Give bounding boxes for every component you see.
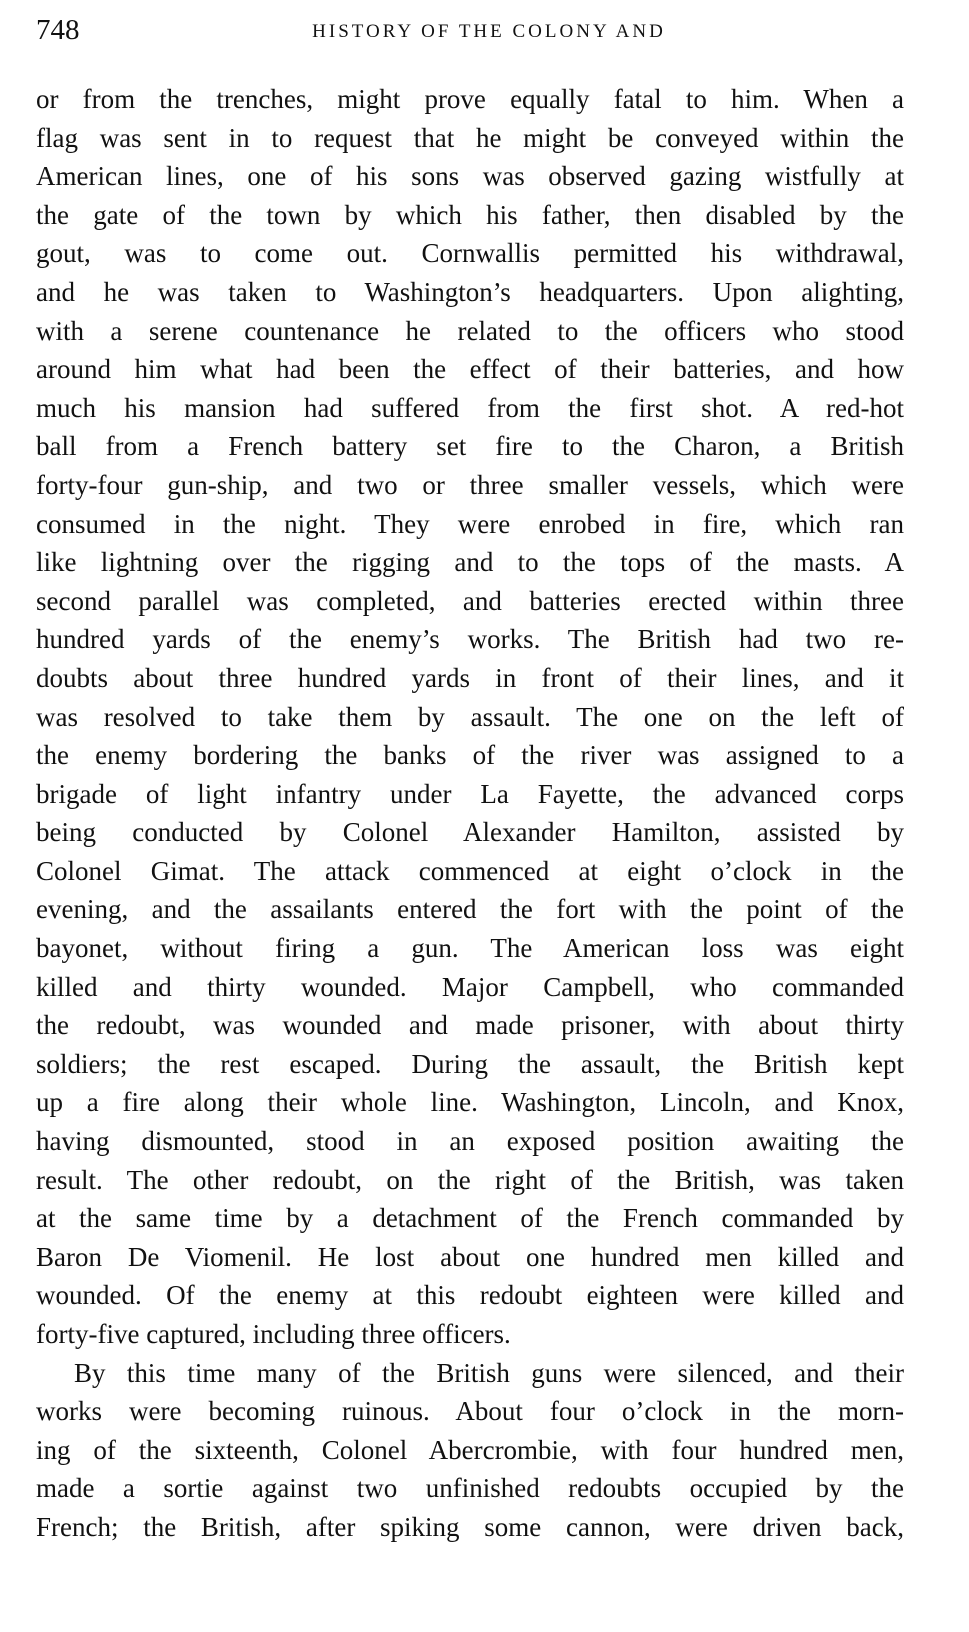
text-line: with a serene countenance he related to the officers who stood <box>36 315 904 346</box>
running-head: HISTORY OF THE COLONY AND <box>312 21 666 42</box>
text-line: By this time many of the British guns were silenced, and their <box>74 1357 904 1388</box>
text-line: much his mansion had suffered from the first shot. A red-hot <box>36 392 904 423</box>
text-line: doubts about three hundred yards in front of their lines, and it <box>36 662 904 693</box>
text-line: evening, and the assailants entered the fort with the point of the <box>36 894 904 925</box>
text-line: or from the trenches, might prove equally fatal to him. When a <box>36 84 904 114</box>
text-line: the enemy bordering the banks of the river was assigned to a <box>36 740 904 771</box>
text-line: forty-four gun-ship, and two or three smaller vessels, which were <box>36 469 904 500</box>
text-line: forty-five captured, including three officers. <box>36 1319 511 1349</box>
text-line: American lines, one of his sons was observed gazing wistfully at <box>36 161 904 192</box>
text-line: like lightning over the rigging and to the tops of the masts. A <box>36 547 904 578</box>
page-header <box>36 14 912 46</box>
text-line: and he was taken to Washington’s headquarters. Upon alighting, <box>36 276 904 307</box>
text-line: around him what had been the effect of their batteries, and how <box>36 354 904 385</box>
text-line: flag was sent in to request that he might be conveyed within the <box>36 122 904 153</box>
text-line: wounded. Of the enemy at this redoubt eighteen were killed and <box>36 1280 904 1311</box>
text-line: made a sortie against two unfinished redoubts occupied by the <box>36 1473 904 1504</box>
text-line: hundred yards of the enemy’s works. The British had two re- <box>36 624 904 655</box>
text-line: result. The other redoubt, on the right of the British, was taken <box>36 1164 904 1195</box>
text-line: works were becoming ruinous. About four o’clock in the morn- <box>36 1396 904 1427</box>
text-line: ing of the sixteenth, Colonel Abercrombie, with four hundred men, <box>36 1434 904 1465</box>
text-line: Baron De Viomenil. He lost about one hundred men killed and <box>36 1241 904 1272</box>
text-line: ball from a French battery set fire to the Charon, a British <box>36 431 904 462</box>
text-line: consumed in the night. They were enrobed in fire, which ran <box>36 508 904 539</box>
text-line: French; the British, after spiking some cannon, were driven back, <box>36 1511 904 1542</box>
text-line: killed and thirty wounded. Major Campbell, who commanded <box>36 971 904 1002</box>
text-line: up a fire along their whole line. Washington, Lincoln, and Knox, <box>36 1087 904 1118</box>
paragraph <box>36 80 904 1354</box>
body-text <box>36 80 904 1547</box>
text-line: the redoubt, was wounded and made prisoner, with about thirty <box>36 1010 904 1041</box>
text-line: gout, was to come out. Cornwallis permitted his withdrawal, <box>36 238 904 269</box>
text-line: being conducted by Colonel Alexander Hamilton, assisted by <box>36 817 904 848</box>
text-line: at the same time by a detachment of the French commanded by <box>36 1203 904 1234</box>
text-line: the gate of the town by which his father, then disabled by the <box>36 199 904 230</box>
text-line: Colonel Gimat. The attack commenced at eight o’clock in the <box>36 855 904 886</box>
text-line: bayonet, without firing a gun. The American loss was eight <box>36 933 904 964</box>
text-line: second parallel was completed, and batteries erected within three <box>36 585 904 616</box>
text-line: having dismounted, stood in an exposed position awaiting the <box>36 1126 904 1157</box>
page-number: 748 <box>36 14 80 46</box>
text-line: was resolved to take them by assault. The one on the left of <box>36 701 904 732</box>
paragraph <box>36 1354 904 1547</box>
text-line: brigade of light infantry under La Fayette, the advanced corps <box>36 778 904 809</box>
text-line: soldiers; the rest escaped. During the assault, the British kept <box>36 1048 904 1079</box>
